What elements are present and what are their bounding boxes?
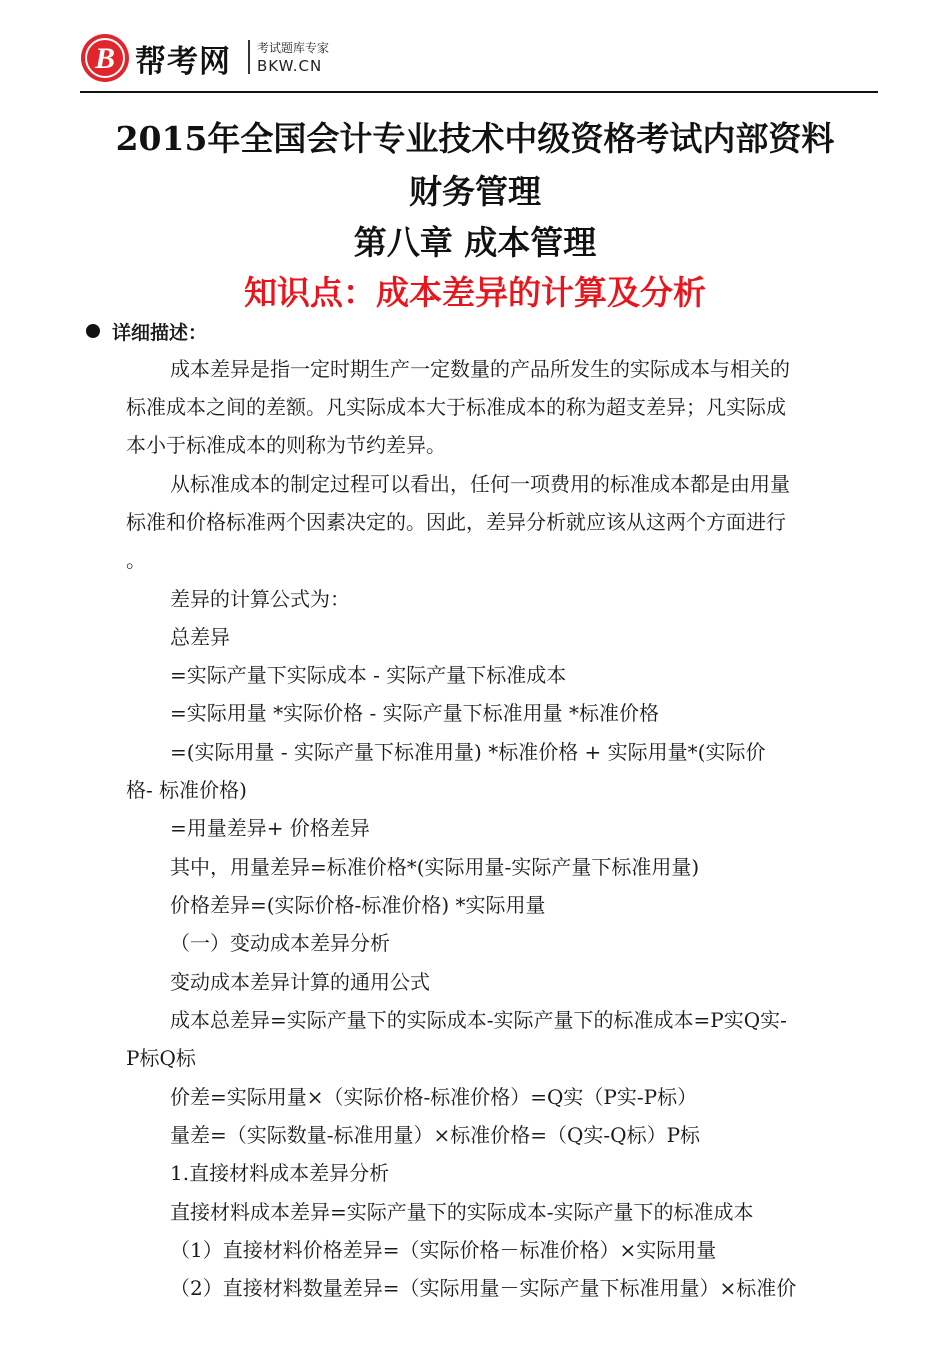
chapter-title: 第八章 成本管理 xyxy=(353,223,597,262)
body-line: 成本差异是指一定时期生产一定数量的产品所发生的实际成本与相关的 xyxy=(170,357,790,381)
logo-letter: B xyxy=(94,42,116,75)
logo-divider xyxy=(248,40,250,74)
formula-line: =实际产量下实际成本 - 实际产量下标准成本 xyxy=(170,663,567,687)
subsection-heading: （一）变动成本差异分析 xyxy=(170,931,390,955)
header-divider xyxy=(80,91,878,93)
section-heading xyxy=(86,318,207,345)
formula-line: 价差=实际用量×（实际价格-标准价格）=Q实（P实-P标） xyxy=(170,1085,698,1109)
site-domain: BKW.CN xyxy=(257,57,323,75)
site-header xyxy=(80,30,878,92)
formula-line: 直接材料成本差异=实际产量下的实际成本-实际产量下的标准成本 xyxy=(170,1200,754,1224)
document-title: 2015年全国会计专业技术中级资格考试内部资料 xyxy=(115,119,835,158)
formula-line: =用量差异+ 价格差异 xyxy=(170,816,370,840)
body-line: 标准和价格标准两个因素决定的。因此，差异分析就应该从这两个方面进行 xyxy=(126,510,786,534)
formula-line: （1）直接材料价格差异=（实际价格－标准价格）×实际用量 xyxy=(170,1238,717,1262)
body-line: 标准成本之间的差额。凡实际成本大于标准成本的称为超支差异；凡实际成 xyxy=(126,395,786,419)
formula-line: （2）直接材料数量差异=（实际用量－实际产量下标准用量）×标准价 xyxy=(170,1276,797,1300)
formula-line: 成本总差异=实际产量下的实际成本-实际产量下的标准成本=P实Q实- xyxy=(170,1008,787,1032)
formula-line: 其中，用量差异=标准价格*(实际用量-实际产量下标准用量) xyxy=(170,855,700,879)
logo-badge-icon xyxy=(80,33,130,83)
formula-line: =(实际用量 - 实际产量下标准用量) *标准价格 + 实际用量*(实际价 xyxy=(170,740,766,764)
site-tagline: 考试题库专家 xyxy=(257,41,330,55)
body-line: 变动成本差异计算的通用公式 xyxy=(170,970,430,994)
body-line: 。 xyxy=(126,548,146,572)
body-line: 本小于标准成本的则称为节约差异。 xyxy=(126,433,446,457)
formula-line: 价格差异=(实际价格-标准价格) *实际用量 xyxy=(170,893,546,917)
body-line: 总差异 xyxy=(170,625,230,649)
formula-line: =实际用量 *实际价格 - 实际产量下标准用量 *标准价格 xyxy=(170,701,659,725)
body-line: 从标准成本的制定过程可以看出，任何一项费用的标准成本都是由用量 xyxy=(170,472,790,496)
subsection-heading: 1.直接材料成本差异分析 xyxy=(170,1161,390,1185)
formula-line: 量差=（实际数量-标准用量）×标准价格=（Q实-Q标）P标 xyxy=(170,1123,701,1147)
body-line: 差异的计算公式为： xyxy=(170,587,350,611)
formula-line: P标Q标 xyxy=(126,1046,196,1070)
site-name: 帮考网 xyxy=(135,44,231,80)
knowledge-point-title: 知识点：成本差异的计算及分析 xyxy=(244,273,706,312)
formula-line: 格- 标准价格) xyxy=(126,778,247,802)
bullet-icon xyxy=(86,324,100,338)
subject-title: 财务管理 xyxy=(409,172,541,211)
section-label: 详细描述： xyxy=(112,322,208,344)
